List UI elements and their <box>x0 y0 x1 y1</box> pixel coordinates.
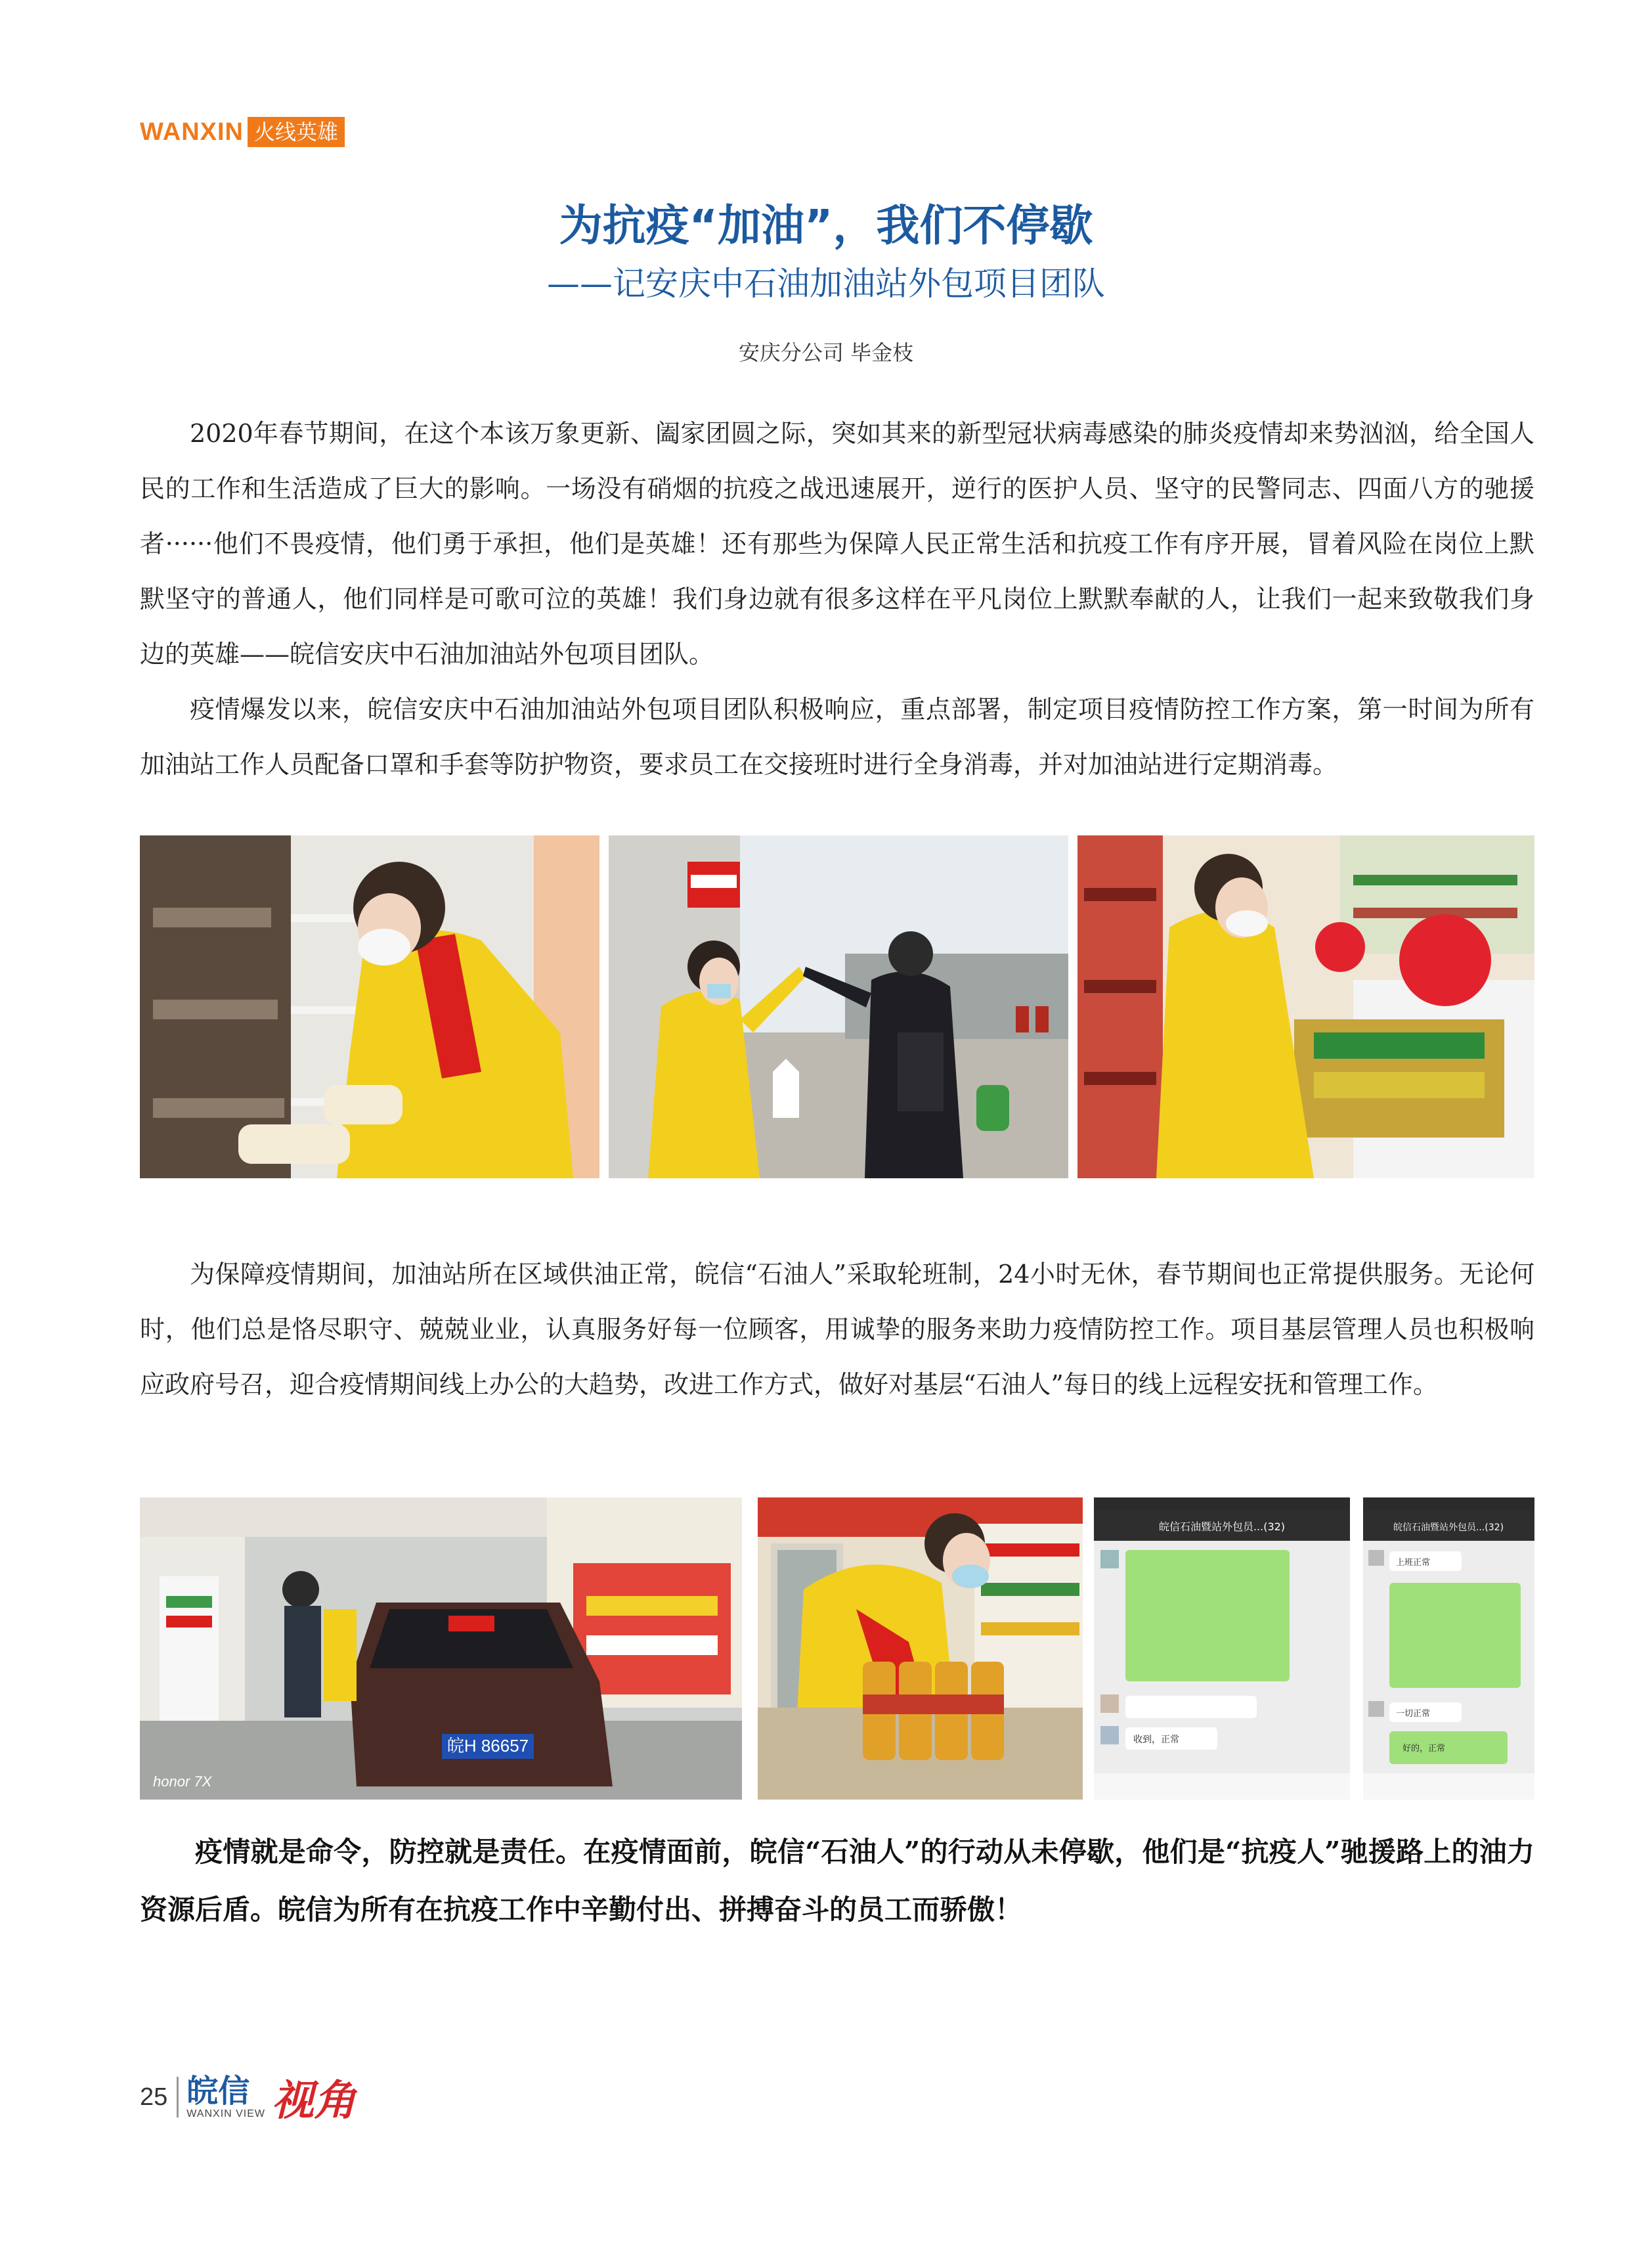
chat-reply-2: 上班正常 <box>1396 1558 1431 1568</box>
magazine-logo <box>186 2074 265 2120</box>
section-tag-cn: 火线英雄 <box>248 117 345 147</box>
chat-reply-1b: 收到，正常 <box>1133 1735 1179 1745</box>
chat-title-1: 皖信石油暨站外包员...(32) <box>1158 1520 1286 1533</box>
chat-title-2: 皖信石油暨站外包员...(32) <box>1393 1522 1504 1533</box>
body-text-3 <box>140 1823 1534 1939</box>
photo-disinfecting-customer <box>609 835 1068 1178</box>
chat-reply-3: 一切正常 <box>1396 1709 1431 1719</box>
logo-script: 视角 <box>272 2076 357 2125</box>
paragraph: 2020年春节期间，在这个本该万象更新、阖家团圆之际，突如其来的新型冠状病毒感染的肺炎疫情却来势汹汹，给全国人民的工作和生活造成了巨大的影响。一场没有硝烟的抗疫之战迅速展开，逆行的医护人员、坚守的民警同志、四面八方的驰援者······他们不畏疫情，他们勇于承担，他们是英雄！还有那些为保障人民正常生活和抗疫工作有序开展，冒着风险在岗位上默默坚守的普通人，他们同样是可歌可泣的英雄！我们身边就有很多这样在平凡岗位上默默奉献的人，让我们一起来致敬我们身边的英雄——皖信安庆中石油加油站外包项目团队。 <box>140 419 1534 669</box>
page-number: 25 <box>140 2083 168 2111</box>
section-tag-en: WANXIN <box>140 118 244 146</box>
logo-cn: 皖信 <box>186 2073 250 2110</box>
footer-divider <box>177 2077 179 2117</box>
paragraph: 疫情就是命令，防控就是责任。在疫情面前，皖信“石油人”的行动从未停歇，他们是“抗疫人”驰援路上的油力资源后盾。皖信为所有在抗疫工作中辛勤付出、拼搏奋斗的员工而骄傲！ <box>140 1836 1534 1926</box>
paragraph: 疫情爆发以来，皖信安庆中石油加油站外包项目团队积极响应，重点部署，制定项目疫情防控工作方案，第一时间为所有加油站工作人员配备口罩和手套等防护物资，要求员工在交接班时进行全身消毒，并对加油站进行定期消毒。 <box>140 695 1534 779</box>
article-title: 为抗疫“加油”，我们不停歇 <box>559 200 1093 251</box>
camera-watermark: honor 7X <box>153 1773 212 1790</box>
photo-disinfecting-shelves <box>140 835 599 1178</box>
article-subtitle: ——记安庆中石油加油站外包项目团队 <box>547 265 1105 303</box>
body-text-1 <box>140 406 1534 792</box>
photo-stocking-shelves <box>758 1497 1083 1800</box>
photo-chat-screenshot-2 <box>1363 1497 1534 1800</box>
article-byline: 安庆分公司 毕金枝 <box>738 340 914 365</box>
chat-reply-4: 好的，正常 <box>1402 1744 1446 1754</box>
body-text-2 <box>140 1247 1534 1412</box>
photo-refueling-car <box>140 1497 742 1800</box>
section-tag <box>140 117 345 147</box>
photo-store-shelves <box>1077 835 1534 1178</box>
page-footer <box>140 2068 356 2127</box>
photo-chat-screenshot-1 <box>1094 1497 1350 1800</box>
logo-en: WANXIN VIEW <box>186 2108 266 2119</box>
paragraph: 为保障疫情期间，加油站所在区域供油正常，皖信“石油人”采取轮班制，24小时无休，春节期间也正常提供服务。无论何时，他们总是恪尽职守、兢兢业业，认真服务好每一位顾客，用诚挚的服务来助力疫情防控工作。项目基层管理人员也积极响应政府号召，迎合疫情期间线上办公的大趋势，改进工作方式，做好对基层“石油人”每日的线上远程安抚和管理工作。 <box>140 1260 1534 1399</box>
car-plate: 皖H 86657 <box>446 1736 529 1756</box>
